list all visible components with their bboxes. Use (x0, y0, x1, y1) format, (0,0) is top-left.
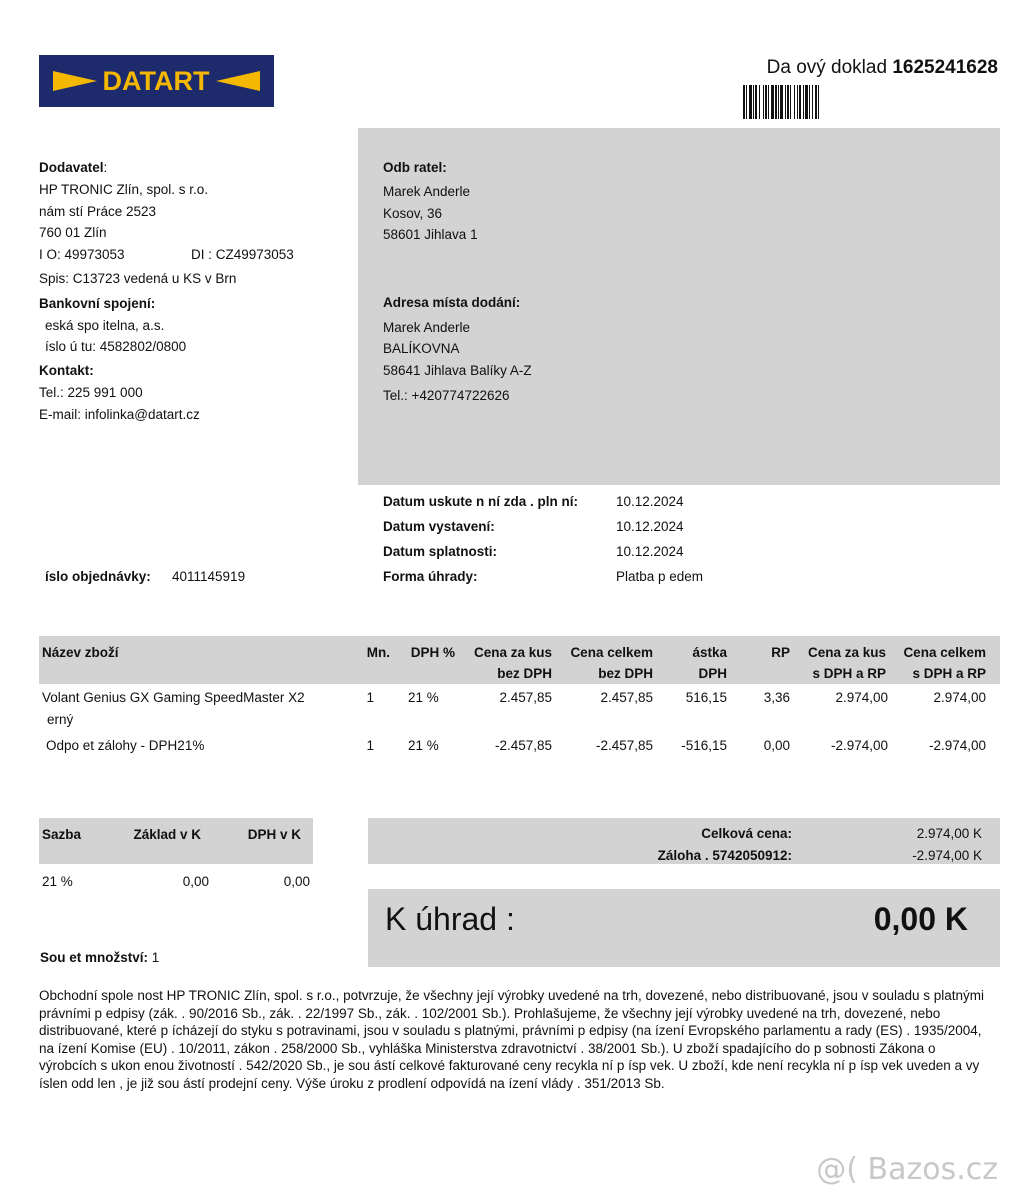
document-title-label: Da ový doklad (766, 57, 888, 78)
date-value: 10.12.2024 (616, 519, 684, 534)
barcode-bar (746, 85, 747, 119)
vat-col-base: Základ v K (133, 827, 201, 842)
barcode-bar (763, 85, 764, 119)
datart-logo-graphic (39, 55, 274, 107)
barcode-bar (775, 85, 777, 119)
barcode-bar (743, 85, 745, 119)
barcode-bar (768, 85, 769, 119)
col-total-net: Cena celkem (570, 645, 653, 660)
payment-value: Platba p edem (616, 569, 704, 584)
deposit-value: -2.974,00 K (912, 848, 982, 863)
col-name: Název zboží (42, 645, 119, 660)
item-total-gross: 2.974,00 (933, 690, 986, 705)
barcode-bar (815, 85, 817, 119)
deposit-label: Záloha . 5742050912: (657, 848, 792, 863)
vat-summary-header (39, 818, 313, 864)
barcode-bar (759, 85, 760, 119)
supplier-name: HP TRONIC Zlín, spol. s r.o. (39, 182, 209, 197)
col-qty: Mn. (366, 645, 390, 660)
barcode-bar (805, 85, 808, 119)
barcode-bar (803, 85, 804, 119)
supplier-street: nám stí Práce 2523 (39, 204, 157, 219)
date-label: Datum vystavení: (383, 519, 495, 534)
item-vat-pct: 21 % (408, 738, 439, 753)
item-name: Volant Genius GX Gaming SpeedMaster X2 (42, 690, 305, 705)
item-vat-amt: 516,15 (685, 690, 727, 705)
amount-due-value: 0,00 K (873, 901, 968, 937)
quantity-sum-label: Sou et množství: (40, 950, 149, 965)
supplier-heading: Dodavatel: (39, 160, 108, 175)
barcode-graphic (743, 85, 863, 119)
item-qty: 1 (366, 738, 374, 753)
barcode-bar (753, 85, 754, 119)
supplier-registry: Spis: C13723 vedená u KS v Brn (39, 271, 237, 286)
bank-name: eská spo itelna, a.s. (45, 318, 165, 333)
vat-rate: 21 % (42, 874, 73, 889)
delivery-name: Marek Anderle (383, 320, 471, 335)
bank-heading: Bankovní spojení: (39, 296, 156, 311)
customer-name: Marek Anderle (383, 184, 471, 199)
order-label: íslo objednávky: (45, 569, 151, 584)
quantity-sum (40, 950, 159, 965)
delivery-city: 58641 Jihlava Balíky A-Z (383, 363, 532, 378)
barcode-bar (755, 85, 757, 119)
item-unit-net: 2.457,85 (499, 690, 552, 705)
col-vat-pct: DPH % (410, 645, 455, 660)
item-vat-pct: 21 % (408, 690, 439, 705)
item-unit-gross: 2.974,00 (835, 690, 888, 705)
col-total-gross: Cena celkem (903, 645, 986, 660)
contact-email: E-mail: infolinka@datart.cz (39, 407, 200, 422)
order-value: 4011145919 (172, 569, 246, 584)
table-row (39, 690, 1000, 734)
vat-base: 0,00 (182, 874, 209, 889)
barcode-bar (785, 85, 786, 119)
total-label: Celková cena: (701, 826, 792, 841)
watermark (816, 1152, 998, 1187)
barcode-bar (780, 85, 783, 119)
supplier-ico: I O: 49973053 (39, 247, 125, 262)
vat-amount: 0,00 (283, 874, 310, 889)
total-value: 2.974,00 K (916, 826, 982, 841)
item-name-cont: erný (47, 712, 74, 727)
delivery-phone: Tel.: +420774722626 (383, 388, 510, 403)
col-unit-net-sub: bez DPH (497, 666, 552, 681)
vat-col-vat: DPH v K (247, 827, 301, 842)
col-total-net-sub: bez DPH (598, 666, 653, 681)
item-rp: 3,36 (763, 690, 790, 705)
delivery-place: BALÍKOVNA (383, 341, 460, 356)
customer-city: 58601 Jihlava 1 (383, 227, 478, 242)
col-unit-net: Cena za kus (473, 645, 552, 660)
barcode-bar (771, 85, 774, 119)
supplier-city: 760 01 Zlín (39, 225, 107, 240)
item-total-gross: -2.974,00 (928, 738, 986, 753)
customer-heading: Odb ratel: (383, 160, 447, 175)
item-total-net: 2.457,85 (600, 690, 653, 705)
vat-col-rate: Sazba (42, 827, 82, 842)
item-qty: 1 (366, 690, 374, 705)
barcode-bar (787, 85, 789, 119)
bank-account: íslo ú tu: 4582802/0800 (45, 339, 187, 354)
supplier-dic: DI : CZ49973053 (191, 247, 294, 262)
item-vat-amt: -516,15 (681, 738, 727, 753)
date-value: 10.12.2024 (616, 544, 684, 559)
totals-panel (368, 818, 1000, 864)
col-rp: RP (771, 645, 790, 660)
barcode-bar (790, 85, 791, 119)
document-number: 1625241628 (892, 57, 998, 78)
item-total-net: -2.457,85 (595, 738, 653, 753)
payment-label: Forma úhrady: (383, 569, 478, 584)
col-unit-gross: Cena za kus (807, 645, 886, 660)
date-value: 10.12.2024 (616, 494, 684, 509)
barcode-bar (794, 85, 795, 119)
logo-text: DATART (102, 66, 210, 96)
datart-logo (39, 55, 274, 107)
barcode-bar (799, 85, 801, 119)
item-unit-gross: -2.974,00 (830, 738, 888, 753)
barcode-bar (809, 85, 810, 119)
barcode-bar (765, 85, 767, 119)
barcode-bar (778, 85, 779, 119)
at-icon: @( (816, 1152, 858, 1187)
date-label: Datum splatnosti: (383, 544, 498, 559)
date-label: Datum uskute n ní zda . pln ní: (383, 494, 579, 509)
barcode-bar (797, 85, 798, 119)
item-unit-net: -2.457,85 (494, 738, 552, 753)
item-name: Odpo et zálohy - DPH21% (46, 738, 205, 753)
amount-due-label: K úhrad : (385, 901, 515, 937)
table-row (39, 738, 1000, 760)
customer-street: Kosov, 36 (383, 206, 443, 221)
col-total-gross-sub: s DPH a RP (912, 666, 986, 681)
contact-phone: Tel.: 225 991 000 (39, 385, 143, 400)
vat-summary-row (39, 874, 313, 894)
item-rp: 0,00 (763, 738, 790, 753)
barcode-bar (749, 85, 752, 119)
items-table-header (39, 636, 1000, 684)
delivery-heading: Adresa místa dodání: (383, 295, 521, 310)
quantity-sum-value: 1 (151, 950, 160, 965)
col-unit-gross-sub: s DPH a RP (812, 666, 886, 681)
barcode (743, 85, 863, 122)
legal-notice: Obchodní spole nost HP TRONIC Zlín, spol. s r.o., potvrzuje, že všechny její výrobky uvedené na trh, dovezené, nebo distribuované, jsou v souladu s platnými právními p edpisy (zák. . 90/2016 Sb., zák. . 22/1997 Sb., zák. . 102/2001 Sb.). Prohlašujeme, že všechny její výrobky uvedené na trh, dovezené, nebo distribuované, které p ícházejí do styku s potravinami, jsou v souladu s platnými, právními p edpisy (na ízení Evropského parlamentu a rady (ES) . 1935/2004, na ízení Komise (EU) . 10/2011, zákon . 258/2000 Sb., vyhláška Ministerstva zdravotnictví . 38/2001 Sb.). U zboží spadajícího do p sobnosti Zákona o výrobcích s ukon enou životností . 542/2020 Sb., je sou ástí celkové fakturované ceny recykla ní p ísp vek. U zboží, kde není recykla ní p ísp vek uveden a vy íslen odd len , je již sou ástí prodejní ceny. Výše úroku z prodlení odpovídá na ízení vlády . 351/2013 Sb. (39, 988, 984, 1091)
col-vat-amt: ástka (692, 645, 727, 660)
contact-heading: Kontakt: (39, 363, 94, 378)
document-title (767, 57, 998, 79)
barcode-bar (812, 85, 813, 119)
watermark-text: Bazos.cz (867, 1152, 998, 1187)
barcode-bar (818, 85, 819, 119)
col-vat-amt-sub: DPH (698, 666, 727, 681)
